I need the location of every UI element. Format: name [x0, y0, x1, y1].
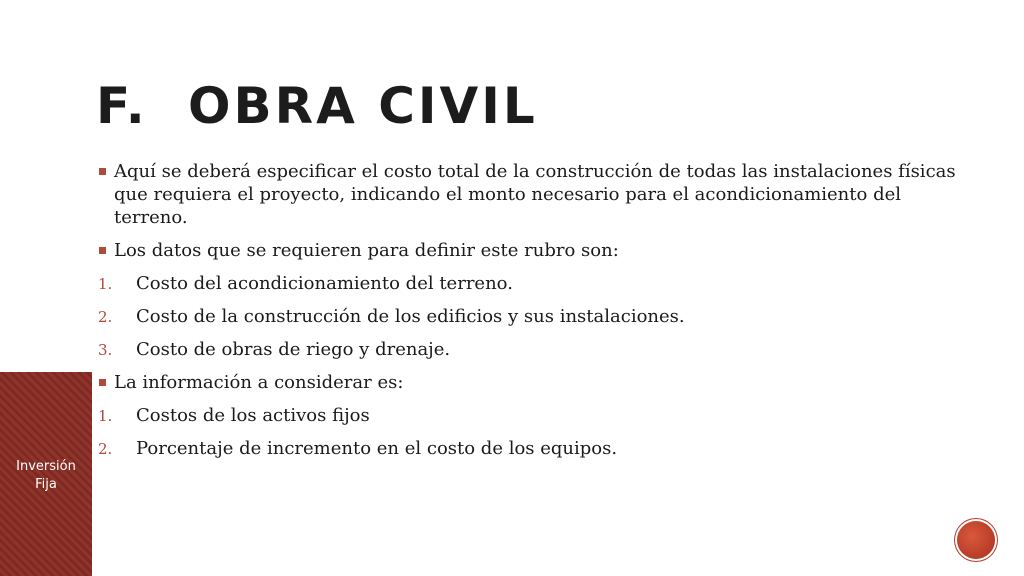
- bullet-item: [98, 371, 958, 394]
- title-text: OBRA CIVIL: [188, 77, 538, 135]
- list-number: 1.: [98, 275, 113, 293]
- numbered-item: [98, 437, 958, 460]
- list-number: 3.: [98, 341, 113, 359]
- list-number: 1.: [98, 407, 113, 425]
- bullet-text: Aquí se deberá especificar el costo total de la construcción de todas las instalaciones físicas que requiera el proyecto, indicando el monto necesario para el acondicionamiento del terreno.: [114, 161, 956, 228]
- section-label-line2: Fija: [35, 477, 57, 492]
- section-label-line1: Inversión: [16, 459, 76, 474]
- numbered-text: Costo de la construcción de los edificios y sus instalaciones.: [136, 306, 685, 327]
- bullet-text: La información a considerar es:: [114, 372, 404, 393]
- bullet-item: [98, 239, 958, 262]
- section-label: [4, 458, 88, 494]
- numbered-text: Costo del acondicionamiento del terreno.: [136, 273, 513, 294]
- numbered-item: [98, 305, 958, 328]
- numbered-item: [98, 272, 958, 295]
- list-number: 2.: [98, 440, 113, 458]
- bullet-item: [98, 160, 958, 229]
- slide-content: [98, 160, 958, 470]
- numbered-item: [98, 404, 958, 427]
- slide-title: [96, 78, 538, 134]
- numbered-text: Porcentaje de incremento en el costo de los equipos.: [136, 438, 618, 459]
- list-number: 2.: [98, 308, 113, 326]
- numbered-item: [98, 338, 958, 361]
- title-number: F.: [96, 77, 148, 135]
- page-number-badge: [957, 521, 995, 559]
- numbered-text: Costos de los activos fijos: [136, 405, 370, 426]
- numbered-text: Costo de obras de riego y drenaje.: [136, 339, 451, 360]
- bullet-text: Los datos que se requieren para definir este rubro son:: [114, 240, 619, 261]
